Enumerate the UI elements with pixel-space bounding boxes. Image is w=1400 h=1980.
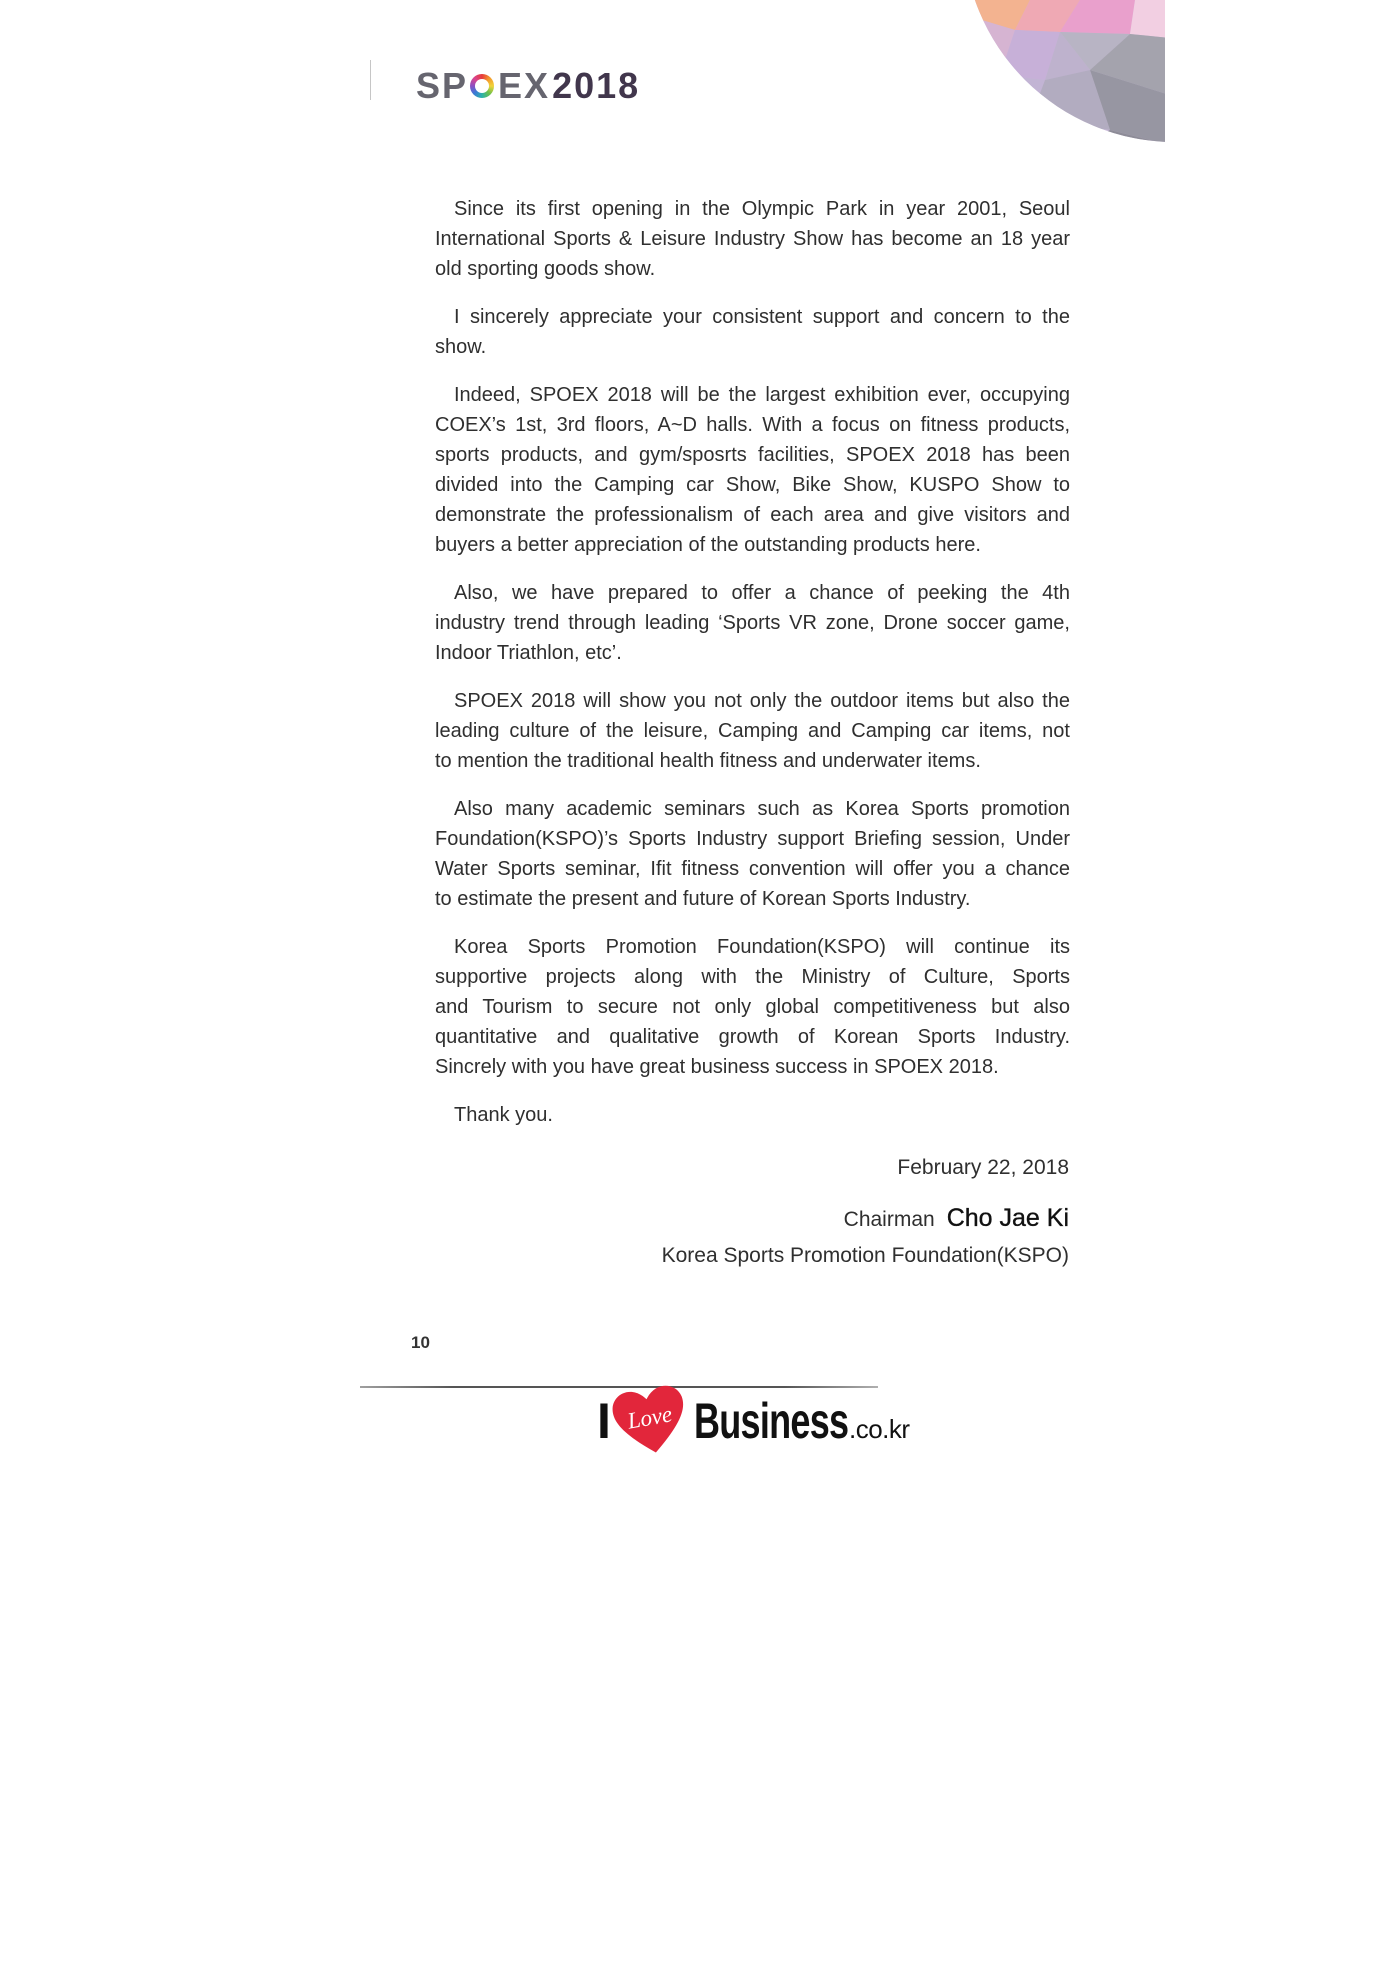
logo-ring-icon — [470, 74, 494, 98]
paragraph — [435, 194, 1070, 284]
paragraph-line: International Sports & Leisure Industry Show has become an 18 year — [435, 228, 1070, 250]
paragraph-line: Water Sports seminar, Ifit fitness convention will offer you a chance — [435, 858, 1070, 880]
paragraph-line: Foundation(KSPO)’s Sports Industry support Briefing session, Under — [435, 828, 1070, 850]
paragraph-line: Also, we have prepared to offer a chance of peeking the 4th — [454, 582, 1070, 604]
decoration-facet — [1130, 0, 1165, 38]
paragraph-list — [435, 194, 1070, 1082]
heart-icon — [605, 1377, 694, 1461]
paragraph-line: Indeed, SPOEX 2018 will be the largest exhibition ever, occupying — [454, 384, 1070, 406]
logo-prefix: SP — [416, 65, 469, 106]
paragraph-line: supportive projects along with the Ministry of Culture, Sports — [435, 966, 1070, 988]
paragraph — [435, 686, 1070, 776]
paragraph-line: old sporting goods show. — [435, 258, 656, 280]
paragraph-line: to mention the traditional health fitness and underwater items. — [435, 750, 981, 772]
closing-line: Thank you. — [454, 1104, 553, 1126]
paragraph-line: sports products, and gym/sposrts facilities, SPOEX 2018 has been — [435, 444, 1070, 466]
paragraph-line: buyers a better appreciation of the outstanding products here. — [435, 534, 981, 556]
logo-suffix: EX — [498, 65, 551, 106]
paragraph-line: show. — [435, 336, 487, 358]
letter-body — [435, 194, 1070, 1130]
paragraph-line: Korea Sports Promotion Foundation(KSPO) will continue its — [454, 936, 1070, 958]
signature-line — [844, 1201, 1069, 1237]
corner-decoration — [960, 0, 1165, 145]
paragraph — [435, 794, 1070, 914]
footer-logo-brand: Business — [694, 1393, 849, 1449]
footer-logo-domain: .co.kr — [849, 1414, 910, 1444]
signer-organization: Korea Sports Promotion Foundation(KSPO) — [661, 1244, 1069, 1267]
paragraph-line: Sincrely with you have great business success in SPOEX 2018. — [435, 1056, 999, 1078]
page-number: 10 — [411, 1333, 430, 1352]
paragraph — [435, 578, 1070, 668]
signer-title: Chairman — [843, 1208, 935, 1231]
paragraph-line: leading culture of the leisure, Camping and Camping car items, not — [435, 720, 1070, 742]
paragraph-line: Indoor Triathlon, etc’. — [435, 642, 622, 664]
heart-love-text: Love — [625, 1401, 674, 1434]
paragraph-line: divided into the Camping car Show, Bike Show, KUSPO Show to — [435, 474, 1070, 496]
paragraph-line: and Tourism to secure not only global competitiveness but also — [435, 996, 1070, 1018]
paragraph — [435, 302, 1070, 362]
footer-logo-i: I — [597, 1393, 611, 1449]
paragraph-line: COEX’s 1st, 3rd floors, A~D halls. With a focus on fitness products, — [435, 414, 1070, 436]
paragraph-line: I sincerely appreciate your consistent support and concern to the — [454, 306, 1070, 328]
paragraph — [435, 380, 1070, 560]
paragraph-line: SPOEX 2018 will show you not only the outdoor items but also the — [454, 690, 1070, 712]
signer-name: Cho Jae Ki — [946, 1204, 1069, 1232]
header-divider-line — [370, 60, 371, 100]
paragraph-line: industry trend through leading ‘Sports VR zone, Drone soccer game, — [435, 612, 1070, 634]
paragraph — [435, 932, 1070, 1082]
logo-year: 2018 — [552, 65, 641, 106]
paragraph-line: Also many academic seminars such as Korea Sports promotion — [454, 798, 1070, 820]
paragraph-line: demonstrate the professionalism of each area and give visitors and — [435, 504, 1070, 526]
paragraph-line: Since its first opening in the Olympic Park in year 2001, Seoul — [454, 198, 1070, 220]
paragraph-line: quantitative and qualitative growth of Korean Sports Industry. — [435, 1026, 1070, 1048]
paragraph-line: to estimate the present and future of Korean Sports Industry. — [435, 888, 971, 910]
spoex-logo — [416, 65, 641, 106]
letter-date: February 22, 2018 — [897, 1156, 1069, 1179]
decoration-facet — [1000, 75, 1045, 120]
